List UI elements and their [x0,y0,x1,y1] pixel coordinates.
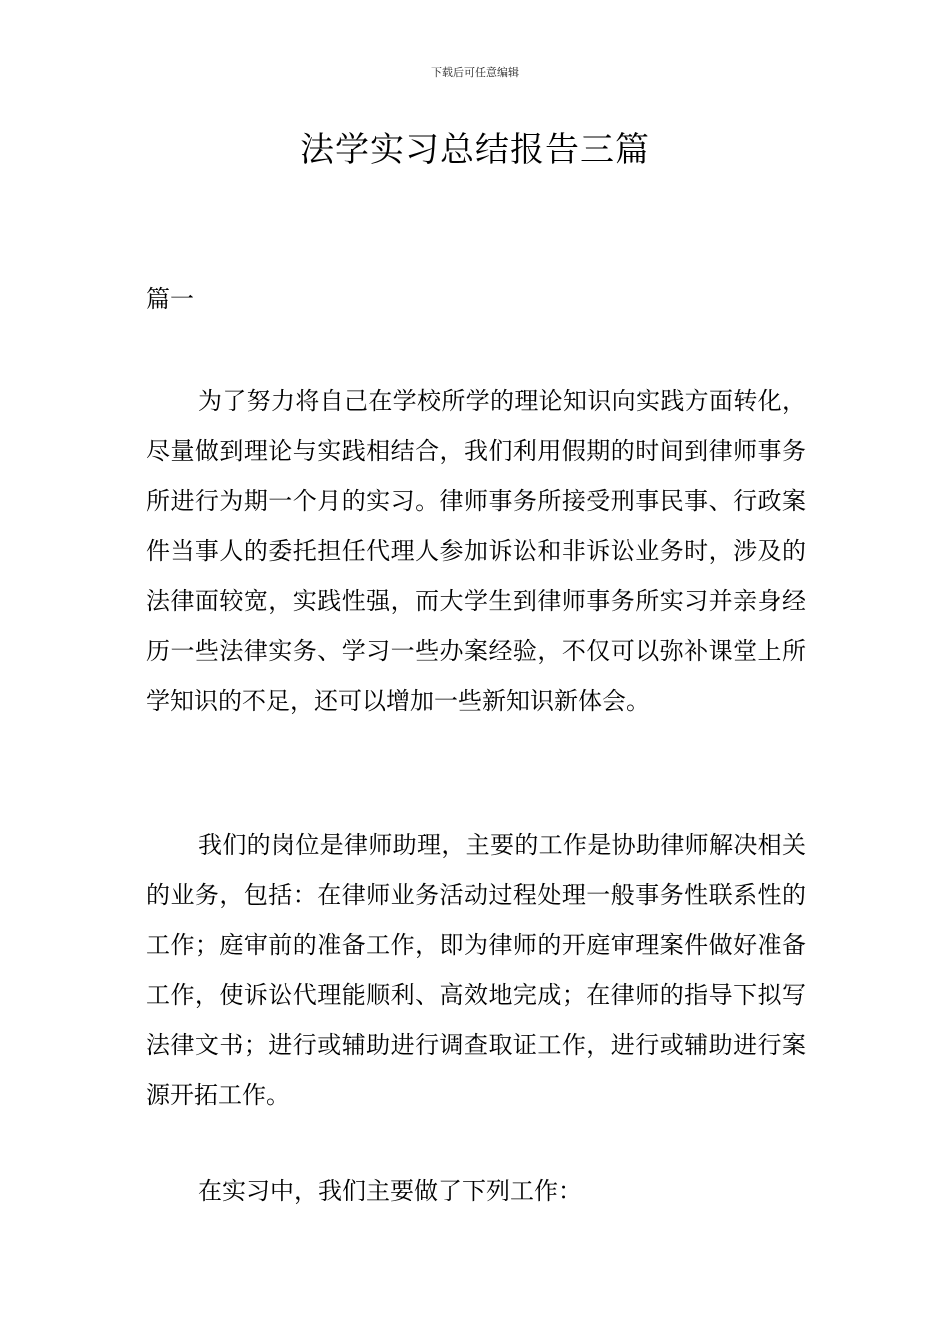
document-title: 法学实习总结报告三篇 [300,130,650,170]
body-paragraph-1: 为了努力将自己在学校所学的理论知识向实践方面转化，尽量做到理论与实践相结合，我们利用假期的时间到律师事务所进行为期一个月的实习。律师事务所接受刑事民事、行政案件当事人的委托担任代理人参加诉讼和非诉讼业务时，涉及的法律面较宽，实践性强，而大学生到律师事务所实习并亲身经历一些法律实务、学习一些办案经验，不仅可以弥补课堂上所学知识的不足，还可以增加一些新知识新体会。 [146,387,806,715]
header-note: 下载后可任意编辑 [431,66,519,79]
section-heading: 篇一 [146,285,194,313]
body-paragraph-3: 在实习中，我们主要做了下列工作： [198,1177,582,1205]
body-paragraph-2: 我们的岗位是律师助理，主要的工作是协助律师解决相关的业务，包括：在律师业务活动过程处理一般事务性联系性的工作；庭审前的准备工作，即为律师的开庭审理案件做好准备工作，使诉讼代理能顺利、高效地完成；在律师的指导下拟写法律文书；进行或辅助进行调查取证工作，进行或辅助进行案源开拓工作。 [146,831,806,1109]
